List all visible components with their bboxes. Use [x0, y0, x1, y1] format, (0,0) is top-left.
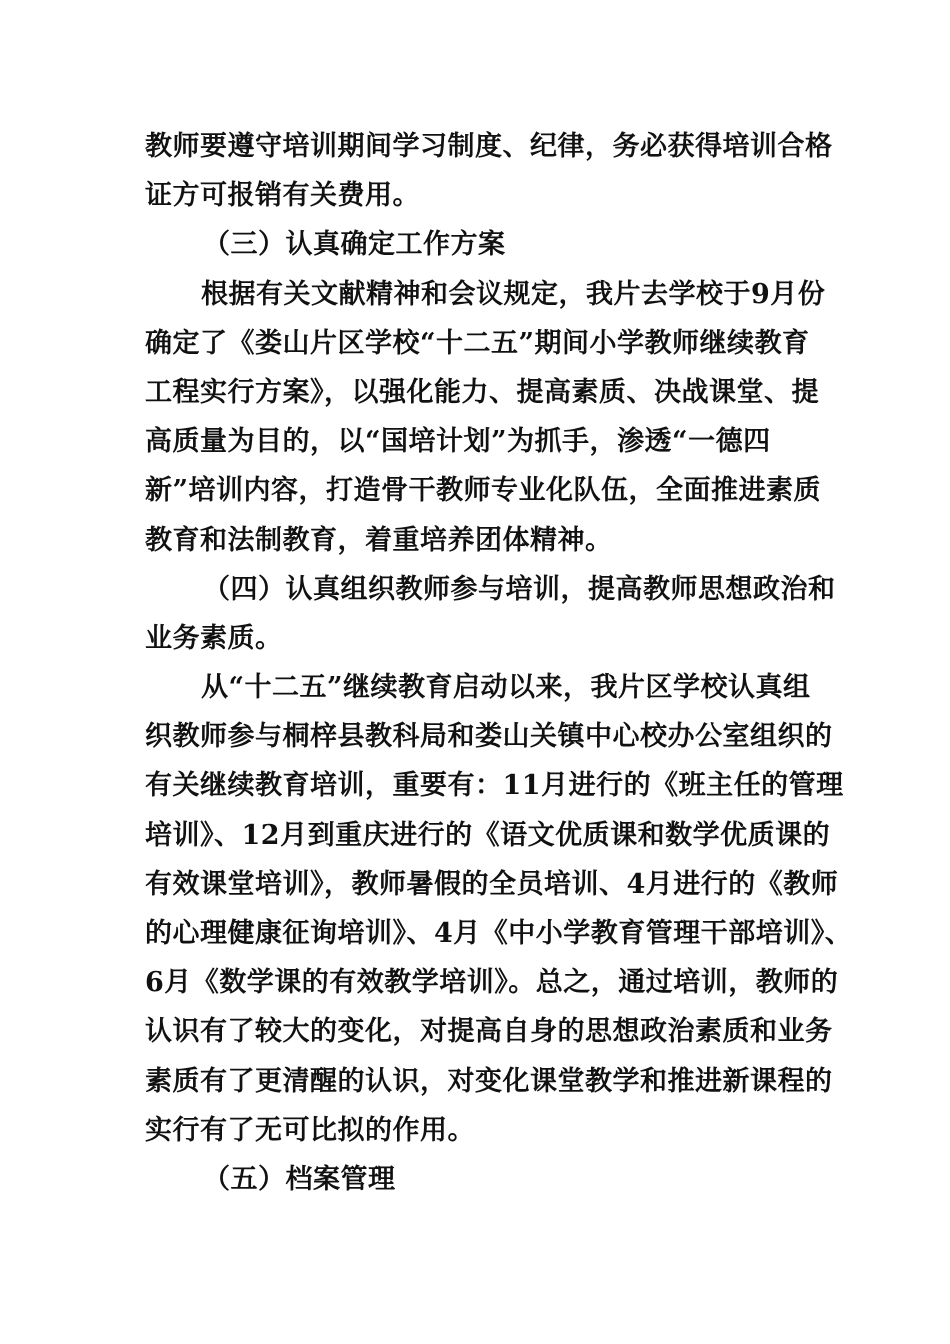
body-line: 6月《数学课的有效教学培训》。总之，通过培训，教师的: [145, 967, 839, 999]
body-line: 教育和法制教育，着重培养团体精神。: [145, 524, 613, 556]
body-line: 实行有了无可比拟的作用。: [145, 1114, 475, 1146]
body-line: 有关继续教育培训，重要有：11月进行的《班主任的管理: [145, 770, 844, 802]
paragraph-start: 从“十二五”继续教育启动以来，我片区学校认真组: [201, 672, 811, 704]
body-line: 证方可报销有关费用。: [145, 180, 420, 212]
section-heading-3: （三）认真确定工作方案: [203, 229, 506, 261]
body-line: 认识有了较大的变化，对提高自身的思想政治素质和业务: [145, 1016, 833, 1048]
body-line: 确定了《娄山片区学校“十二五”期间小学教师继续教育: [145, 327, 810, 359]
body-line: 有效课堂培训》，教师暑假的全员培训、4月进行的《教师: [145, 868, 839, 900]
document-body: [145, 122, 853, 1204]
section-heading-5: （五）档案管理: [203, 1163, 396, 1195]
body-line: 织教师参与桐梓县教科局和娄山关镇中心校办公室组织的: [145, 721, 833, 753]
body-line: 的心理健康征询培训》、4月《中小学教育管理干部培训》、: [145, 918, 853, 949]
body-line: 高质量为目的，以“国培计划”为抓手，渗透“一德四: [145, 426, 771, 458]
body-line: 培训》、12月到重庆进行的《语文优质课和数学优质课的: [145, 819, 831, 851]
body-line: 素质有了更清醒的认识，对变化课堂教学和推进新课程的: [145, 1065, 833, 1097]
body-line: 新”培训内容，打造骨干教师专业化队伍，全面推进素质: [145, 475, 822, 507]
paragraph-start: 根据有关文献精神和会议规定，我片去学校于9月份: [201, 278, 826, 310]
body-line: 业务素质。: [145, 622, 283, 654]
body-line: 教师要遵守培训期间学习制度、纪律，务必获得培训合格: [145, 131, 833, 162]
body-line: 工程实行方案》，以强化能力、提高素质、决战课堂、提: [145, 376, 819, 408]
section-heading-4: （四）认真组织教师参与培训，提高教师思想政治和: [203, 573, 836, 605]
